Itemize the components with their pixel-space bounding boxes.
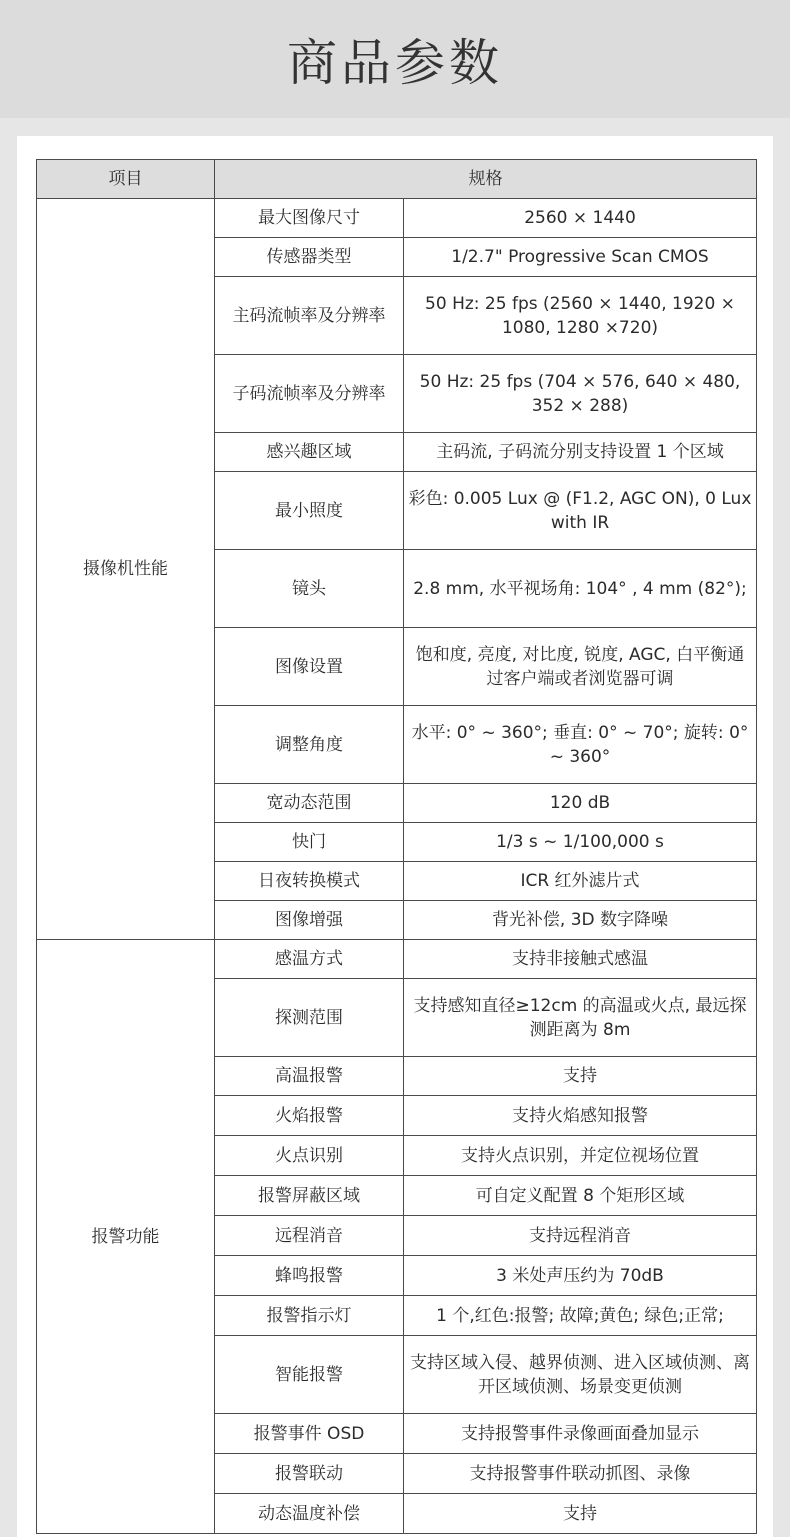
param-name: 主码流帧率及分辨率: [215, 277, 404, 355]
param-name: 感温方式: [215, 940, 404, 979]
param-name: 蜂鸣报警: [215, 1256, 404, 1296]
param-name: 日夜转换模式: [215, 862, 404, 901]
category-camera: 摄像机性能: [37, 199, 215, 940]
param-name: 火点识别: [215, 1136, 404, 1176]
param-name: 调整角度: [215, 706, 404, 784]
param-value: 可自定义配置 8 个矩形区域: [404, 1176, 757, 1216]
param-value: 2560 × 1440: [404, 199, 757, 238]
table-row: [37, 940, 757, 979]
param-name: 报警事件 OSD: [215, 1414, 404, 1454]
param-name: 宽动态范围: [215, 784, 404, 823]
param-value: 支持非接触式感温: [404, 940, 757, 979]
param-value: 支持区域入侵、越界侦测、进入区域侦测、离开区域侦测、场景变更侦测: [404, 1336, 757, 1414]
param-value: 支持: [404, 1057, 757, 1096]
param-name: 智能报警: [215, 1336, 404, 1414]
page-title: 商品参数: [287, 34, 503, 92]
param-value: 彩色: 0.005 Lux @ (F1.2, AGC ON), 0 Lux with IR: [404, 472, 757, 550]
param-name: 感兴趣区域: [215, 433, 404, 472]
param-name: 子码流帧率及分辨率: [215, 355, 404, 433]
title-banner: [0, 0, 790, 118]
param-value: 水平: 0° ~ 360°; 垂直: 0° ~ 70°; 旋转: 0° ~ 360°: [404, 706, 757, 784]
param-value: 3 米处声压约为 70dB: [404, 1256, 757, 1296]
param-value: 背光补偿, 3D 数字降噪: [404, 901, 757, 940]
table-header-row: [37, 160, 757, 199]
param-value: 饱和度, 亮度, 对比度, 锐度, AGC, 白平衡通过客户端或者浏览器可调: [404, 628, 757, 706]
param-value: 支持报警事件录像画面叠加显示: [404, 1414, 757, 1454]
category-alarm: 报警功能: [37, 940, 215, 1534]
param-value: 支持感知直径≥12cm 的高温或火点, 最远探测距离为 8m: [404, 979, 757, 1057]
param-value: 支持火焰感知报警: [404, 1096, 757, 1136]
spec-table: [36, 159, 757, 1534]
param-name: 高温报警: [215, 1057, 404, 1096]
param-name: 探测范围: [215, 979, 404, 1057]
param-name: 火焰报警: [215, 1096, 404, 1136]
spec-panel: [17, 136, 773, 1537]
param-name: 传感器类型: [215, 238, 404, 277]
header-item: 项目: [37, 160, 215, 199]
param-name: 最小照度: [215, 472, 404, 550]
param-value: 1 个,红色:报警; 故障;黄色; 绿色;正常;: [404, 1296, 757, 1336]
param-value: 1/2.7" Progressive Scan CMOS: [404, 238, 757, 277]
param-name: 报警指示灯: [215, 1296, 404, 1336]
param-name: 远程消音: [215, 1216, 404, 1256]
param-value: ICR 红外滤片式: [404, 862, 757, 901]
param-value: 120 dB: [404, 784, 757, 823]
param-value: 主码流, 子码流分别支持设置 1 个区域: [404, 433, 757, 472]
param-name: 最大图像尺寸: [215, 199, 404, 238]
param-name: 镜头: [215, 550, 404, 628]
param-name: 报警联动: [215, 1454, 404, 1494]
param-value: 支持火点识别，并定位视场位置: [404, 1136, 757, 1176]
param-value: 50 Hz: 25 fps (704 × 576, 640 × 480, 352 × 288): [404, 355, 757, 433]
param-name: 报警屏蔽区域: [215, 1176, 404, 1216]
param-name: 快门: [215, 823, 404, 862]
table-row: [37, 199, 757, 238]
param-name: 图像增强: [215, 901, 404, 940]
param-name: 图像设置: [215, 628, 404, 706]
param-value: 50 Hz: 25 fps (2560 × 1440, 1920 × 1080, 1280 ×720): [404, 277, 757, 355]
param-value: 支持: [404, 1494, 757, 1534]
header-spec: 规格: [215, 160, 757, 199]
param-name: 动态温度补偿: [215, 1494, 404, 1534]
param-value: 1/3 s ~ 1/100,000 s: [404, 823, 757, 862]
param-value: 支持报警事件联动抓图、录像: [404, 1454, 757, 1494]
param-value: 支持远程消音: [404, 1216, 757, 1256]
param-value: 2.8 mm, 水平视场角: 104° , 4 mm (82°);: [404, 550, 757, 628]
